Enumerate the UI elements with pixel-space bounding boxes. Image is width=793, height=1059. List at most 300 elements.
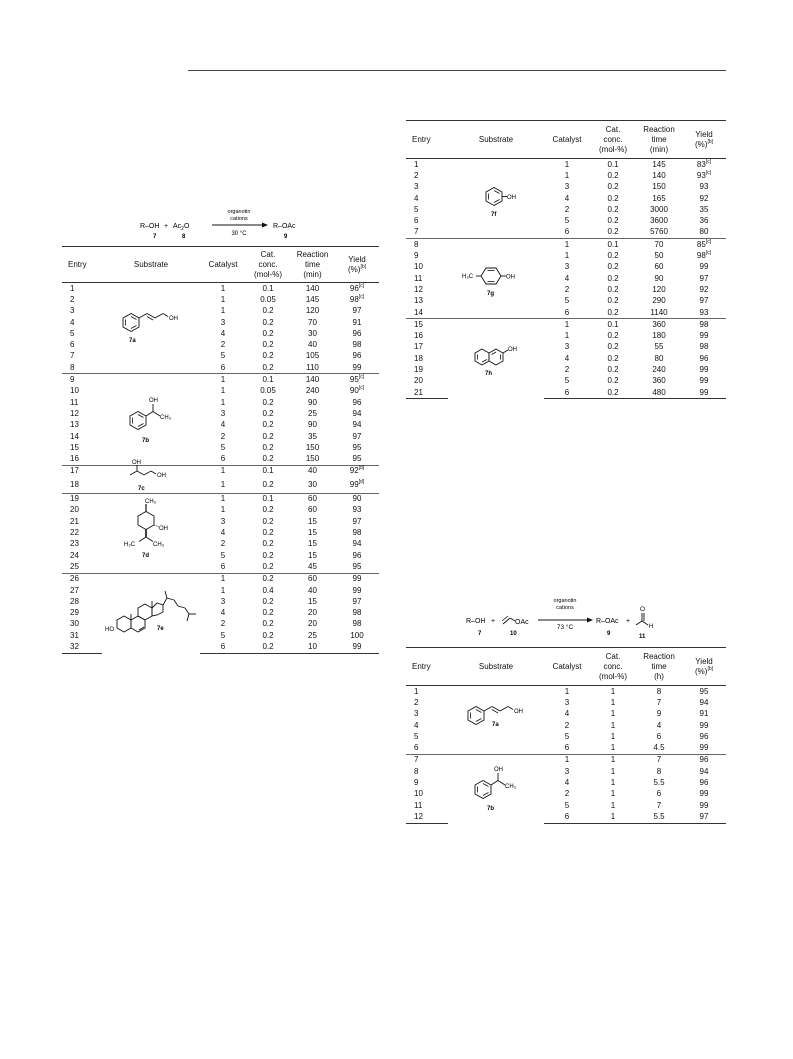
cell-conc: 0.2 [262, 340, 274, 350]
cell-catalyst: 2 [220, 431, 226, 441]
cell-time: 9 [656, 709, 662, 719]
cell-conc: 1 [610, 800, 616, 810]
cell-entry: 19 [62, 493, 102, 505]
substrate-7f [448, 159, 544, 239]
yield-value: 99 [352, 362, 362, 372]
cell-time: 4 [656, 720, 662, 730]
cell-entry: 30 [70, 619, 79, 629]
cell-time: 60 [290, 493, 335, 505]
cell-catalyst: 3 [220, 596, 226, 606]
butanediol-structure [116, 462, 186, 496]
scheme-1-condition: 30 °C [231, 231, 247, 237]
cell-yield [335, 362, 379, 374]
scheme-1 [140, 205, 320, 243]
cell-entry: 3 [414, 182, 419, 192]
cell-entry: 8 [70, 362, 75, 372]
cell-catalyst: 5 [220, 550, 226, 560]
cell-conc: 0.1 [246, 465, 290, 477]
cell-yield [335, 420, 379, 431]
yield-value: 98 [352, 340, 362, 350]
cell-conc: 0.2 [262, 420, 274, 430]
cell-catalyst: 5 [564, 731, 570, 741]
cell-entry: 15 [70, 442, 79, 452]
cell-yield [682, 296, 726, 307]
cell-time: 8 [656, 766, 662, 776]
substrate-7h [448, 319, 544, 399]
cell-yield [682, 273, 726, 284]
cell-time: 6 [656, 731, 662, 741]
cell-entry: 6 [70, 340, 75, 350]
cell-catalyst: 2 [220, 340, 226, 350]
yield-note: [c] [705, 238, 712, 245]
cell-entry: 1 [70, 283, 75, 293]
substrate-7b-ch3: CH₃ [505, 783, 517, 790]
yield-note: [c] [358, 293, 365, 300]
cell-conc: 0.2 [607, 251, 619, 261]
substrate-7b [102, 374, 200, 465]
cell-conc: 0.2 [607, 307, 619, 317]
cell-conc: 0.2 [607, 216, 619, 226]
col-header-entry: Entry [406, 121, 448, 159]
cell-yield [682, 204, 726, 215]
cell-catalyst: 5 [564, 296, 570, 306]
cell-yield [335, 585, 379, 596]
table-1-container [62, 246, 379, 654]
yield-value: 96 [699, 353, 709, 363]
cell-conc: 0.2 [607, 227, 619, 237]
yield-value: 97 [352, 516, 362, 526]
scheme-1-product: R–OAc [273, 223, 296, 230]
cell-catalyst: 2 [564, 364, 570, 374]
time-line-3: (h) [654, 671, 664, 681]
group-7h [406, 319, 726, 399]
cell-time: 50 [654, 251, 664, 261]
cell-entry: 28 [70, 596, 79, 606]
cell-time: 45 [308, 561, 317, 571]
cell-conc: 0.2 [262, 397, 274, 407]
cell-yield: 96 [682, 754, 726, 766]
time-line-2: time [304, 259, 321, 269]
cell-conc: 0.2 [246, 573, 290, 585]
cell-catalyst: 1 [200, 573, 246, 585]
cell-catalyst: 3 [564, 766, 570, 776]
cell-catalyst: 4 [564, 353, 570, 363]
yield-value: 96 [352, 328, 362, 338]
cell-time: 15 [308, 596, 317, 606]
table-row [406, 159, 726, 171]
cell-entry: 12 [70, 408, 79, 418]
cell-catalyst: 2 [564, 284, 570, 294]
yield-value: 93 [699, 307, 709, 317]
phenylethanol-structure [116, 390, 186, 450]
substrate-7b-oh: OH [494, 766, 503, 773]
yield-value: 99 [699, 262, 709, 272]
cell-yield [682, 193, 726, 204]
cell-conc: 0.2 [262, 317, 274, 327]
substrate-7c-label: 7c [138, 486, 145, 493]
cell-time: 120 [305, 306, 320, 316]
substrate-7f-label: 7f [491, 211, 497, 218]
yield-value: 92 [349, 466, 359, 476]
yield-note: [c] [358, 385, 365, 392]
col-header-time [636, 648, 682, 686]
cell-time: 30 [308, 479, 317, 489]
cell-entry: 9 [414, 251, 419, 261]
cell-catalyst: 6 [220, 454, 226, 464]
yield-value: 92 [699, 193, 709, 203]
cinnamyl-alcohol-structure [456, 692, 536, 748]
substrate-7g-label: 7g [487, 290, 495, 297]
col-header-substrate: Substrate [102, 247, 200, 283]
yield-value: 99 [349, 479, 359, 489]
cell-yield: 95 [699, 686, 709, 696]
yield-value: 97 [699, 273, 709, 283]
cell-yield [335, 453, 379, 465]
cell-yield [335, 516, 379, 527]
cell-time: 7 [656, 697, 662, 707]
cell-catalyst: 1 [200, 493, 246, 505]
yield-note: [c] [358, 374, 365, 381]
cell-entry: 18 [414, 353, 423, 363]
cell-catalyst: 4 [564, 193, 570, 203]
yield-line-2: (%) [694, 139, 708, 149]
yield-value: 94 [352, 420, 362, 430]
substrate-7d-h3c: H₃C [124, 542, 136, 549]
yield-note: [c] [705, 169, 712, 176]
table-row [62, 573, 379, 585]
yield-value: 96 [352, 351, 362, 361]
cell-yield [682, 319, 726, 331]
cell-time: 150 [305, 454, 320, 464]
cell-catalyst: 5 [220, 442, 226, 452]
conc-line-3: (mol-%) [599, 144, 627, 154]
cell-entry: 3 [70, 306, 75, 316]
yield-footnote: [b] [707, 138, 713, 145]
cell-catalyst: 3 [564, 262, 570, 272]
cell-yield [682, 262, 726, 273]
cell-conc: 0.2 [262, 306, 274, 316]
table-2 [406, 120, 726, 399]
cell-conc: 0.2 [262, 561, 274, 571]
yield-value: 91 [352, 317, 362, 327]
cell-entry: 11 [70, 397, 79, 407]
cell-catalyst: 6 [564, 227, 570, 237]
cell-conc: 0.2 [607, 193, 619, 203]
cell-entry: 5 [70, 328, 75, 338]
cell-entry: 9 [62, 374, 102, 386]
cell-time: 60 [290, 573, 335, 585]
cell-catalyst: 4 [220, 528, 226, 538]
col-header-yield [682, 648, 726, 686]
yield-value: 97 [352, 306, 362, 316]
cell-conc: 0.1 [246, 374, 290, 386]
cell-catalyst: 1 [220, 505, 226, 515]
cell-catalyst: 5 [564, 216, 570, 226]
yield-value: 90 [352, 494, 362, 504]
cell-conc: 0.2 [262, 528, 274, 538]
cell-conc: 0.2 [607, 273, 619, 283]
cell-yield [335, 397, 379, 408]
yield-note: [c] [705, 158, 712, 165]
cell-conc: 0.4 [262, 585, 274, 595]
cell-catalyst: 1 [200, 465, 246, 477]
cell-catalyst: 1 [220, 479, 226, 489]
cell-entry: 1 [414, 686, 419, 696]
yield-value: 95 [352, 561, 362, 571]
cell-entry: 14 [414, 307, 423, 317]
cell-entry: 7 [406, 754, 448, 766]
cell-conc: 0.2 [262, 596, 274, 606]
table-1 [62, 246, 379, 654]
cell-time: 30 [308, 328, 317, 338]
cell-entry: 21 [406, 387, 448, 399]
cell-time: 10 [290, 641, 335, 653]
cell-catalyst: 1 [544, 319, 590, 331]
cell-entry: 29 [70, 608, 79, 618]
scheme-2-reagent-number: 10 [510, 631, 517, 637]
scheme-1-product-number: 9 [284, 234, 288, 240]
cell-time: 60 [654, 262, 664, 272]
substrate-7e-label: 7e [157, 626, 164, 633]
cell-yield [682, 387, 726, 399]
cell-time: 25 [308, 630, 317, 640]
cell-entry: 5 [414, 204, 419, 214]
yield-value: 97 [352, 431, 362, 441]
cell-entry: 4 [70, 317, 75, 327]
substrate-7g [448, 239, 544, 319]
cell-entry: 19 [414, 364, 423, 374]
cell-yield [335, 573, 379, 585]
cell-yield: 94 [699, 697, 709, 707]
cell-yield [335, 561, 379, 573]
cell-catalyst: 3 [220, 408, 226, 418]
scheme-2 [466, 596, 696, 640]
cell-catalyst: 1 [220, 386, 226, 396]
cell-catalyst: 1 [564, 331, 570, 341]
cell-time: 60 [308, 505, 317, 515]
scheme-2-aldehyde-h-bond [642, 621, 648, 625]
cell-yield [682, 215, 726, 226]
yield-value: 93 [696, 170, 706, 180]
cell-time: 55 [654, 342, 664, 352]
cell-catalyst: 4 [564, 273, 570, 283]
yield-line-2: (%) [347, 264, 361, 274]
cell-entry: 11 [414, 273, 423, 283]
yield-note: [c] [705, 250, 712, 257]
cell-entry: 4 [414, 193, 419, 203]
cell-catalyst: 5 [220, 351, 226, 361]
group-7b [406, 754, 726, 823]
cell-time: 15 [308, 539, 317, 549]
cholesterol-structure [105, 574, 197, 652]
group-7b [62, 374, 379, 465]
cell-catalyst: 2 [220, 539, 226, 549]
cell-entry: 11 [414, 800, 423, 810]
cell-entry: 25 [70, 561, 79, 571]
header-rule [188, 70, 726, 71]
cell-yield [335, 386, 379, 397]
cell-conc: 0.1 [607, 159, 619, 169]
col-header-yield [335, 247, 379, 283]
cell-yield [335, 351, 379, 362]
cell-time: 25 [308, 408, 317, 418]
col-header-yield [682, 121, 726, 159]
scheme-2-reactant-number: 7 [478, 631, 482, 637]
col-header-conc [590, 648, 636, 686]
conc-line-1: Cat. [260, 249, 276, 259]
cell-yield [335, 527, 379, 538]
cell-entry: 20 [414, 376, 423, 386]
cell-yield: 99 [699, 789, 709, 799]
cell-entry: 23 [70, 539, 79, 549]
cell-time: 40 [308, 585, 317, 595]
cell-time: 140 [290, 374, 335, 386]
cell-catalyst: 6 [220, 561, 226, 571]
scheme-2-drawing [466, 596, 696, 640]
substrate-7a-oh: OH [169, 316, 178, 323]
scheme-2-acetaldehyde-bond [636, 621, 642, 625]
yield-value: 100 [350, 630, 364, 640]
yield-value: 98 [699, 319, 709, 329]
cell-entry: 7 [414, 227, 419, 237]
scheme-1-plus: + [164, 223, 169, 230]
table-row [406, 239, 726, 251]
cell-conc: 1 [610, 720, 616, 730]
cell-time: 480 [636, 387, 682, 399]
yield-value: 35 [699, 204, 709, 214]
substrate-7d-ch3: CH₃ [145, 499, 157, 506]
cell-conc: 0.2 [246, 641, 290, 653]
cell-yield [335, 477, 379, 493]
cell-entry: 2 [414, 697, 419, 707]
group-7f [406, 159, 726, 239]
yield-note: [d] [358, 465, 365, 472]
cell-catalyst: 3 [564, 182, 570, 192]
conc-line-2: conc. [603, 661, 623, 671]
cell-yield: 99 [699, 800, 709, 810]
cell-time: 360 [652, 376, 666, 386]
yield-line-2: (%) [694, 666, 708, 676]
cell-yield [335, 317, 379, 328]
substrate-7h-label: 7h [485, 370, 493, 377]
cell-time: 165 [652, 193, 666, 203]
yield-value: 99 [352, 585, 362, 595]
yield-value: 93 [699, 182, 709, 192]
col-header-catalyst: Catalyst [200, 247, 246, 283]
cell-time: 140 [652, 170, 666, 180]
scheme-2-byproduct-h: H [649, 624, 654, 630]
cell-conc: 0.2 [607, 342, 619, 352]
cell-time: 70 [308, 317, 317, 327]
cell-yield: 96 [699, 731, 709, 741]
cell-yield [335, 619, 379, 630]
cell-yield [682, 330, 726, 341]
cell-yield [682, 342, 726, 353]
cell-catalyst: 1 [564, 170, 570, 180]
cell-catalyst: 1 [564, 251, 570, 261]
cell-time: 145 [305, 294, 320, 304]
cell-yield: 99 [699, 720, 709, 730]
cell-yield [682, 364, 726, 375]
table-row [62, 283, 379, 295]
cell-yield [682, 182, 726, 193]
cell-yield: 94 [699, 766, 709, 776]
cell-catalyst: 6 [200, 641, 246, 653]
cinnamyl-alcohol-structure [111, 298, 191, 358]
cell-catalyst: 1 [544, 239, 590, 251]
substrate-7c [102, 460, 200, 493]
cell-yield [335, 493, 379, 505]
cell-conc: 0.1 [262, 283, 274, 293]
cell-yield [682, 159, 726, 171]
table-3-container [406, 647, 726, 824]
yield-value: 97 [699, 296, 709, 306]
table-row [406, 319, 726, 331]
cell-catalyst: 3 [220, 516, 226, 526]
substrate-7a-label: 7a [129, 338, 136, 345]
substrate-7g-oh: OH [506, 274, 515, 281]
cell-time: 360 [636, 319, 682, 331]
cell-entry: 13 [414, 296, 423, 306]
substrate-7e-ho: HO [105, 627, 114, 634]
group-7d [62, 493, 379, 573]
yield-value: 80 [699, 227, 709, 237]
yield-value: 98 [352, 619, 362, 629]
cell-time: 35 [308, 431, 317, 441]
substrate-7d-oh: OH [159, 526, 168, 533]
substrate-7b-label: 7b [487, 805, 495, 812]
cell-yield [335, 431, 379, 442]
col-header-substrate: Substrate [448, 121, 544, 159]
substrate-7c-oh1: OH [132, 460, 141, 467]
cell-catalyst: 1 [564, 686, 570, 696]
cresol-structure [456, 254, 536, 304]
scheme-2-reagent: OAc [515, 619, 529, 626]
cell-catalyst: 2 [564, 720, 570, 730]
cell-yield [335, 283, 379, 295]
cell-time: 145 [652, 159, 666, 169]
cell-entry: 6 [414, 743, 419, 753]
cell-conc: 0.2 [607, 364, 619, 374]
group-7a [406, 686, 726, 755]
cell-catalyst: 2 [564, 204, 570, 214]
table-row [406, 686, 726, 698]
substrate-7d [102, 493, 200, 573]
scheme-2-byproduct-o: O [640, 606, 646, 613]
cell-catalyst: 1 [564, 159, 570, 169]
cell-yield [335, 465, 379, 477]
cell-time: 4.5 [653, 743, 665, 753]
yield-note: [d] [358, 478, 365, 485]
cell-catalyst: 3 [564, 342, 570, 352]
yield-value: 99 [699, 364, 709, 374]
group-7c [62, 460, 379, 493]
conc-line-3: (mol-%) [254, 269, 282, 279]
yield-line-1: Yield [695, 129, 713, 139]
cell-time: 5.5 [636, 811, 682, 823]
cell-time: 80 [654, 353, 664, 363]
cell-time: 40 [290, 465, 335, 477]
cell-time: 15 [308, 528, 317, 538]
cell-catalyst: 4 [564, 778, 570, 788]
time-line-1: Reaction [296, 249, 329, 259]
cell-yield [335, 641, 379, 653]
cell-yield [335, 408, 379, 419]
scheme-1-reagent: $Ac_2O$ [173, 223, 190, 232]
cell-yield [682, 284, 726, 295]
cell-catalyst: 5 [564, 376, 570, 386]
time-line-3: (min) [649, 144, 669, 154]
